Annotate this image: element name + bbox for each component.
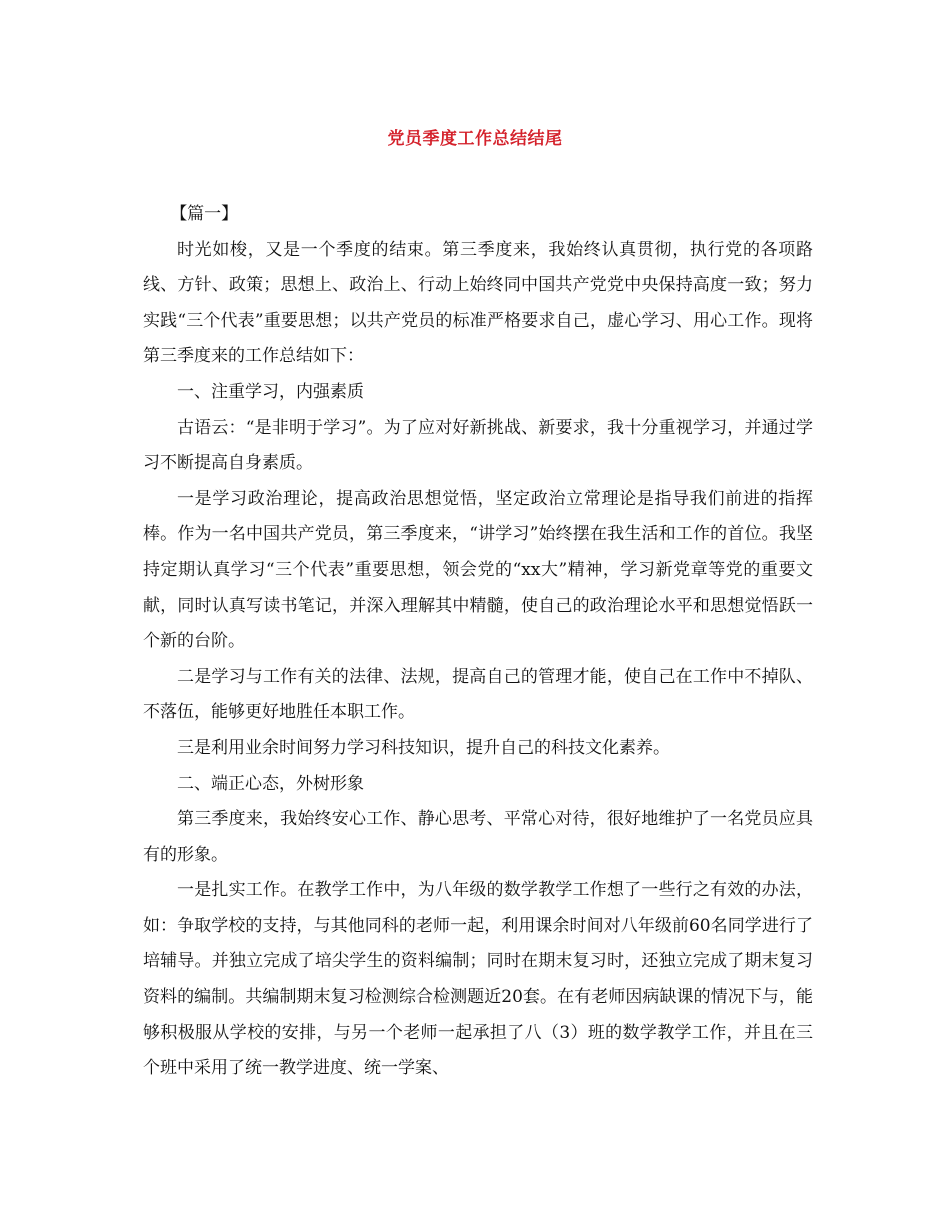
section-heading-1: 一、注重学习，内强素质 (177, 381, 364, 402)
paragraph-intro: 时光如梭，又是一个季度的结束。第三季度来，我始终认真贯彻，执行党的各项路线、方针、政策；思想上、政治上、行动上始终同中国共产党党中央保持高度一致；努力实践“三个代表”重要思想；以共产党员的标准严格要求自己，虚心学习、用心工作。现将第三季度来的工作总结如下： (143, 239, 813, 367)
paragraph: 三是利用业余时间努力学习科技知识，提升自己的科技文化素养。 (177, 737, 670, 758)
section-heading-2: 二、端正心态，外树形象 (177, 773, 364, 794)
section-label: 【篇一】 (170, 204, 239, 224)
document-title: 党员季度工作总结结尾 (387, 129, 563, 149)
paragraph: 古语云：“是非明于学习”。为了应对好新挑战、新要求，我十分重视学习，并通过学习不断提高自身素质。 (143, 417, 813, 474)
paragraph: 二是学习与工作有关的法律、法规，提高自己的管理才能，使自己在工作中不掉队、不落伍，能够更好地胜任本职工作。 (143, 666, 813, 723)
paragraph: 第三季度来，我始终安心工作、静心思考、平常心对待，很好地维护了一名党员应具有的形象。 (143, 809, 813, 865)
document-body (143, 197, 813, 1087)
paragraph: 一是扎实工作。在教学工作中，为八年级的数学教学工作想了一些行之有效的办法，如：争取学校的支持，与其他同科的老师一起，利用课余时间对八年级前60名同学进行了培辅导。并独立完成了培尖学生的资料编制；同时在期末复习时，还独立完成了期末复习资料的编制。共编制期末复习检测综合检测题近20套。在有老师因病缺课的情况下与，能够积极服从学校的安排，与另一个老师一起承担了八（3）班的数学教学工作，并且在三个班中采用了统一教学进度、统一学案、 (143, 880, 813, 1079)
paragraph: 一是学习政治理论，提高政治思想觉悟，坚定政治立常理论是指导我们前进的指挥棒。作为一名中国共产党员，第三季度来，“讲学习”始终摆在我生活和工作的首位。我坚持定期认真学习“三个代表”重要思想，领会党的“xx大”精神，学习新党章等党的重要文献，同时认真写读书笔记，并深入理解其中精髓，使自己的政治理论水平和思想觉悟跃一个新的台阶。 (143, 488, 813, 652)
